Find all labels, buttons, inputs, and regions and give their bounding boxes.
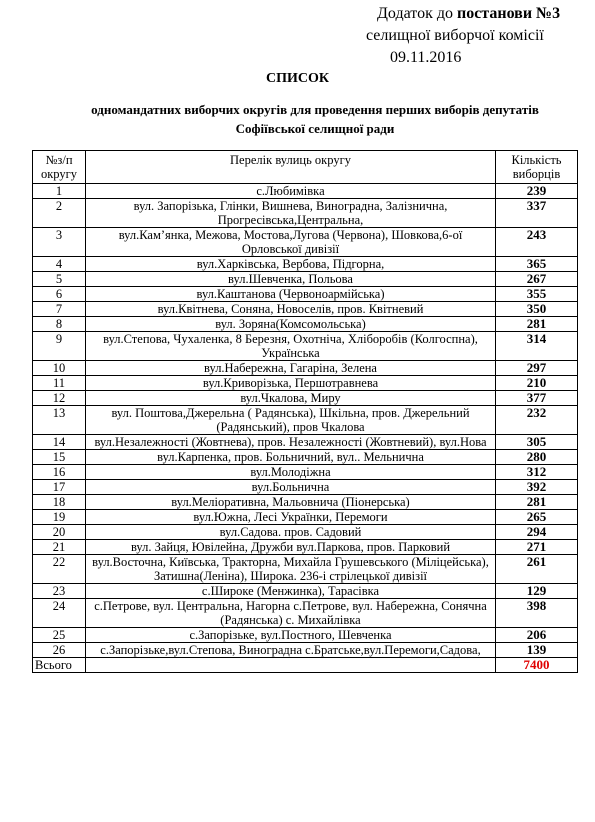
- district-streets: вул.Больнична: [86, 480, 496, 495]
- table-body: [33, 184, 578, 658]
- voter-count: 265: [496, 510, 578, 525]
- voter-count: 297: [496, 361, 578, 376]
- voter-count: 239: [496, 184, 578, 199]
- district-streets: вул.Кам’янка, Межова, Мостова,Лугова (Червона), Шовкова,6-ої Орловської дивізії: [86, 228, 496, 257]
- district-streets: вул.Квітнева, Соняна, Новоселів, пров. Квітневий: [86, 302, 496, 317]
- voter-count: 139: [496, 643, 578, 658]
- district-streets: вул.Незалежності (Жовтнева), пров. Незалежності (Жовтневий), вул.Нова: [86, 435, 496, 450]
- district-number: 13: [33, 406, 86, 435]
- district-number: 18: [33, 495, 86, 510]
- district-streets: с.Любимівка: [86, 184, 496, 199]
- table-header-row: [33, 151, 578, 184]
- voter-count: 305: [496, 435, 578, 450]
- district-streets: вул.Набережна, Гагаріна, Зелена: [86, 361, 496, 376]
- district-streets: с.Запорізьке,вул.Степова, Виноградна с.Братське,вул.Перемоги,Садова,: [86, 643, 496, 658]
- district-number: 8: [33, 317, 86, 332]
- subtitle-line-2: Софіївської селищної ради: [235, 121, 395, 136]
- table-row: [33, 406, 578, 435]
- column-header-count: Кількість виборців: [496, 151, 578, 184]
- district-streets: вул.Криворізька, Першотравнева: [86, 376, 496, 391]
- voter-count: 398: [496, 599, 578, 628]
- district-number: 21: [33, 540, 86, 555]
- table-row: [33, 643, 578, 658]
- district-number: 9: [33, 332, 86, 361]
- voter-count: 377: [496, 391, 578, 406]
- resolution-number: постанови №3: [456, 5, 561, 22]
- table-row: [33, 584, 578, 599]
- district-streets: вул. Зайця, Ювілейна, Дружби вул.Паркова, пров. Парковий: [86, 540, 496, 555]
- voter-count: 281: [496, 317, 578, 332]
- district-number: 1: [33, 184, 86, 199]
- table-row: [33, 510, 578, 525]
- table-row: [33, 317, 578, 332]
- voter-count: 281: [496, 495, 578, 510]
- column-header-streets: Перелік вулиць округу: [86, 151, 496, 184]
- district-streets: вул.Шевченка, Польова: [86, 272, 496, 287]
- table-row: [33, 332, 578, 361]
- district-streets: вул.Каштанова (Червоноармійська): [86, 287, 496, 302]
- table-row: [33, 184, 578, 199]
- district-number: 17: [33, 480, 86, 495]
- district-number: 19: [33, 510, 86, 525]
- table-row: [33, 555, 578, 584]
- district-number: 3: [33, 228, 86, 257]
- table-row: [33, 480, 578, 495]
- table-row: [33, 199, 578, 228]
- voter-count: 232: [496, 406, 578, 435]
- district-number: 5: [33, 272, 86, 287]
- table-row: [33, 391, 578, 406]
- district-streets: вул. Запорізька, Глінки, Вишнева, Виноградна, Залізнична, Прогресівська,Центральна,: [86, 199, 496, 228]
- document-subtitle: [0, 100, 595, 138]
- table-row: [33, 287, 578, 302]
- voter-count: 206: [496, 628, 578, 643]
- total-row: [33, 658, 578, 673]
- table-row: [33, 628, 578, 643]
- district-number: 10: [33, 361, 86, 376]
- district-streets: вул. Зоряна(Комсомольська): [86, 317, 496, 332]
- district-number: 6: [33, 287, 86, 302]
- district-number: 26: [33, 643, 86, 658]
- district-streets: вул.Меліоративна, Мальовнича (Піонерська): [86, 495, 496, 510]
- voter-count: 365: [496, 257, 578, 272]
- table-row: [33, 228, 578, 257]
- column-header-num: №з/п округу: [33, 151, 86, 184]
- district-number: 16: [33, 465, 86, 480]
- document-title: СПИСОК: [265, 71, 330, 86]
- district-streets: вул. Поштова,Джерельна ( Радянська), Шкільна, пров. Джерельний (Радянський), пров Чкалова: [86, 406, 496, 435]
- district-streets: вул.Харківська, Вербова, Підгорна,: [86, 257, 496, 272]
- appendix-date: 09.11.2016: [390, 49, 462, 66]
- table-row: [33, 450, 578, 465]
- table-row: [33, 435, 578, 450]
- total-label: Всього: [33, 658, 86, 673]
- voter-count: 210: [496, 376, 578, 391]
- district-streets: вул.Чкалова, Миру: [86, 391, 496, 406]
- appendix-prefix: Додаток до: [377, 5, 457, 22]
- appendix-header-line2: селищної виборчої комісії: [366, 27, 544, 44]
- district-number: 22: [33, 555, 86, 584]
- district-number: 14: [33, 435, 86, 450]
- district-number: 4: [33, 257, 86, 272]
- total-empty-cell: [86, 658, 496, 673]
- district-number: 23: [33, 584, 86, 599]
- table-row: [33, 376, 578, 391]
- district-streets: вул.Восточна, Київська, Тракторна, Михайла Грушевського (Міліцейська), Затишна(Леніна), Широка. 236-і стрілецької дивізії: [86, 555, 496, 584]
- voter-count: 350: [496, 302, 578, 317]
- voter-count: 312: [496, 465, 578, 480]
- districts-table: [32, 150, 578, 673]
- district-streets: с.Петрове, вул. Центральна, Нагорна с.Петрове, вул. Набережна, Сонячна (Радянська) с. Михайлівка: [86, 599, 496, 628]
- district-streets: вул.Молодіжна: [86, 465, 496, 480]
- district-streets: вул.Карпенка, пров. Больничний, вул.. Мельнична: [86, 450, 496, 465]
- table-row: [33, 525, 578, 540]
- voter-count: 355: [496, 287, 578, 302]
- voter-count: 314: [496, 332, 578, 361]
- table-row: [33, 599, 578, 628]
- table-row: [33, 272, 578, 287]
- table-row: [33, 361, 578, 376]
- district-number: 12: [33, 391, 86, 406]
- voter-count: 294: [496, 525, 578, 540]
- district-number: 2: [33, 199, 86, 228]
- district-streets: с.Запорізьке, вул.Постного, Шевченка: [86, 628, 496, 643]
- district-number: 20: [33, 525, 86, 540]
- voter-count: 271: [496, 540, 578, 555]
- voter-count: 337: [496, 199, 578, 228]
- table-row: [33, 257, 578, 272]
- voter-count: 392: [496, 480, 578, 495]
- district-number: 24: [33, 599, 86, 628]
- voter-count: 280: [496, 450, 578, 465]
- table-row: [33, 540, 578, 555]
- total-value: 7400: [496, 658, 578, 673]
- district-streets: с.Широке (Менжинка), Тарасівка: [86, 584, 496, 599]
- district-number: 25: [33, 628, 86, 643]
- voter-count: 267: [496, 272, 578, 287]
- table-row: [33, 495, 578, 510]
- table-row: [33, 302, 578, 317]
- district-streets: вул.Южна, Лесі Українки, Перемоги: [86, 510, 496, 525]
- voter-count: 261: [496, 555, 578, 584]
- table-row: [33, 465, 578, 480]
- voter-count: 243: [496, 228, 578, 257]
- district-number: 11: [33, 376, 86, 391]
- district-number: 7: [33, 302, 86, 317]
- district-streets: вул.Садова. пров. Садовий: [86, 525, 496, 540]
- district-number: 15: [33, 450, 86, 465]
- subtitle-line-1: одномандатних виборчих округів для проведення перших виборів депутатів: [91, 102, 539, 117]
- voter-count: 129: [496, 584, 578, 599]
- district-streets: вул.Степова, Чухаленка, 8 Березня, Охотнічa, Хліборобів (Колгоспна), Українська: [86, 332, 496, 361]
- appendix-header-line1: [377, 4, 560, 24]
